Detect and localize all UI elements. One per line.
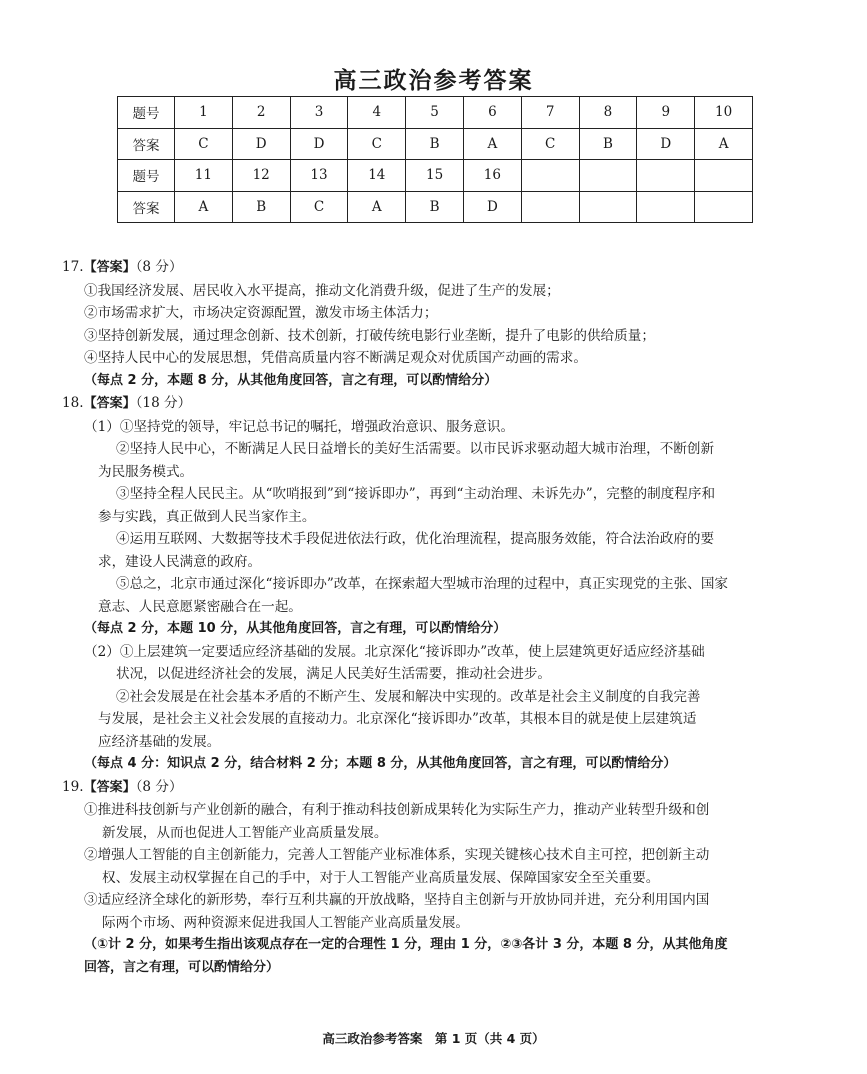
answer-table-row xyxy=(118,128,753,160)
answer-table-cell: B xyxy=(406,128,464,160)
q19-item-2-line2: 权、发展主动权掌握在自己的手中，对于人工智能产业高质量发展、保障国家安全至关重要。 xyxy=(102,869,660,886)
answer-table-cell: 16 xyxy=(463,160,521,192)
answer-table-cell: 14 xyxy=(348,160,406,192)
answer-table-cell: 11 xyxy=(175,160,233,192)
q19-item-3-line1: ③适应经济全球化的新形势，奉行互利共赢的开放战略，坚持自主创新与开放协同并进，充分利用国内国 xyxy=(84,892,710,908)
question-18-score: （18 分） xyxy=(135,395,192,411)
q18-part2-item-1-line1: ①上层建筑一定要适应经济基础的发展。北京深化“接诉即办”改革，使上层建筑更好适应经济基础 xyxy=(119,643,705,660)
answer-table-cell xyxy=(637,191,695,223)
question-17-number: 17. xyxy=(62,259,84,275)
q19-item-3-line2: 际两个市场、两种资源来促进我国人工智能产业高质量发展。 xyxy=(102,914,470,931)
answer-table-cell xyxy=(521,191,579,223)
answer-table-cell: 12 xyxy=(232,160,290,192)
q18-part1-item-2-line2: 为民服务模式。 xyxy=(98,463,194,480)
answer-table-cell: 1 xyxy=(175,97,233,129)
question-17-score: （8 分） xyxy=(135,259,183,275)
answer-table-cell: 7 xyxy=(521,97,579,129)
answer-table-cell: B xyxy=(406,191,464,223)
question-17-header xyxy=(62,256,822,280)
answer-table-cell: 13 xyxy=(290,160,348,192)
q18-part2-item-2-line2: 与发展，是社会主义社会发展的直接动力。北京深化“接诉即办”改革，其根本目的就是使上层建筑适 xyxy=(98,711,697,727)
answer-content xyxy=(62,256,822,979)
q18-part1-item-2 xyxy=(98,438,822,483)
q18-part1-prefix: （1） xyxy=(84,418,120,435)
answer-table-cell: D xyxy=(463,191,521,223)
q19-item-2-line1: ②增强人工智能的自主创新能力，完善人工智能产业标准体系，实现关键核心技术自主可控，把创新主动 xyxy=(84,847,710,863)
answer-table-cell: 5 xyxy=(406,97,464,129)
answer-table-cell: A xyxy=(348,191,406,223)
q19-scoring-note xyxy=(84,934,822,979)
q18-part1-first xyxy=(84,416,822,439)
answer-table-cell: B xyxy=(579,128,637,160)
answer-table-cell xyxy=(637,160,695,192)
answer-table-row-label: 题号 xyxy=(118,97,175,129)
answer-table-cell: D xyxy=(290,128,348,160)
q18-part1-item-3-line2: 参与实践，真正做到人民当家作主。 xyxy=(98,508,316,525)
answer-table-row xyxy=(118,160,753,192)
answer-table-cell: A xyxy=(463,128,521,160)
question-18-tag: 【答案】 xyxy=(83,396,136,411)
q17-item-3: ③坚持创新发展，通过理念创新、技术创新，打破传统电影行业垄断，提升了电影的供给质量； xyxy=(84,327,655,344)
q18-part2-item-2 xyxy=(98,686,822,754)
answer-table-cell: 9 xyxy=(637,97,695,129)
answer-table-cell: C xyxy=(175,128,233,160)
page-footer: 高三政治参考答案 第 1 页（共 4 页） xyxy=(322,1031,545,1046)
answer-table-cell: 6 xyxy=(463,97,521,129)
page-title: 高三政治参考答案 xyxy=(333,68,534,94)
question-17 xyxy=(62,256,822,392)
q19-item-2 xyxy=(84,844,822,889)
q17-item-2: ②市场需求扩大，市场决定资源配置，激发市场主体活力； xyxy=(84,305,438,321)
question-19-score: （8 分） xyxy=(135,778,183,795)
q18-part1-item-4-line2: 求，建设人民满意的政府。 xyxy=(98,553,262,570)
question-19-header xyxy=(62,776,822,800)
q18-part1-item-5-line1: ⑤总之，北京市通过深化“接诉即办”改革，在探索超大型城市治理的过程中，真正实现党的主张、国家 xyxy=(116,576,729,592)
answer-table-cell xyxy=(579,191,637,223)
answer-table-cell: 2 xyxy=(232,97,290,129)
q18-part1-item-4-line1: ④运用互联网、大数据等技术手段促进依法行政，优化治理流程，提高服务效能，符合法治政府的要 xyxy=(116,531,715,547)
q17-item-1: ①我国经济发展、居民收入水平提高，推动文化消费升级，促进了生产的发展； xyxy=(84,282,560,299)
answer-table-row-label: 答案 xyxy=(118,191,175,223)
answer-table-cell xyxy=(521,160,579,192)
q17-item-4: ④坚持人民中心的发展思想，凭借高质量内容不断满足观众对优质国产动画的需求。 xyxy=(84,350,587,366)
question-19 xyxy=(62,776,822,980)
answer-table-cell xyxy=(579,160,637,192)
answer-table-cell: C xyxy=(290,191,348,223)
q18-part1-item-3-line1: ③坚持全程人民民主。从“吹哨报到”到“接诉即办”，再到“主动治理、未诉先办”，完整的制度程序和 xyxy=(116,486,716,502)
q18-part1-item-5-line2: 意志、人民意愿紧密融合在一起。 xyxy=(98,598,302,615)
q17-scoring-note: （每点 2 分，本题 8 分，从其他角度回答，言之有理，可以酌情给分） xyxy=(84,372,498,388)
question-19-tag: 【答案】 xyxy=(83,779,136,795)
answer-table-row xyxy=(118,97,753,129)
answer-table-cell: 10 xyxy=(695,97,753,129)
answer-table-cell: D xyxy=(232,128,290,160)
q18-part1-item-3 xyxy=(98,483,822,528)
q19-scoring-note-line1: （①计 2 分，如果考生指出该观点存在一定的合理性 1 分，理由 1 分，②③各计 3 分，本题 8 分，从其他角度 xyxy=(84,937,728,952)
answer-table-cell: C xyxy=(348,128,406,160)
answer-table-cell: A xyxy=(695,128,753,160)
question-17-tag: 【答案】 xyxy=(83,260,136,275)
answer-table-cell: 8 xyxy=(579,97,637,129)
q18-part2-item-2-line1: ②社会发展是在社会基本矛盾的不断产生、发展和解决中实现的。改革是社会主义制度的自我完善 xyxy=(116,688,701,705)
q19-item-1 xyxy=(84,799,822,844)
answer-table-row xyxy=(118,191,753,223)
answer-table xyxy=(117,96,753,223)
answer-table-cell: B xyxy=(232,191,290,223)
answer-table-cell: C xyxy=(521,128,579,160)
question-19-number: 19. xyxy=(62,778,84,795)
question-18-header xyxy=(62,392,822,416)
answer-table-cell xyxy=(695,160,753,192)
q18-part2-item-1-line2: 状况，以促进经济社会的发展，满足人民美好生活需要，推动社会进步。 xyxy=(116,666,551,682)
question-18 xyxy=(62,392,822,776)
q18-part2-item-2-line3: 应经济基础的发展。 xyxy=(98,733,221,750)
q18-part1-item-5 xyxy=(98,573,822,618)
answer-table-cell: D xyxy=(637,128,695,160)
answer-table-cell: 4 xyxy=(348,97,406,129)
q18-part1-item-4 xyxy=(98,528,822,573)
answer-table-row-label: 答案 xyxy=(118,128,175,160)
q18-part1-item-1: ①坚持党的领导，牢记总书记的嘱托，增强政治意识、服务意识。 xyxy=(119,418,515,435)
q19-scoring-note-line2: 回答，言之有理，可以酌情给分） xyxy=(84,959,280,975)
question-18-number: 18. xyxy=(62,395,84,411)
q18-part2-first xyxy=(84,641,822,664)
answer-table-cell: A xyxy=(175,191,233,223)
q18-scoring-note-1: （每点 2 分，本题 10 分，从其他角度回答，言之有理，可以酌情给分） xyxy=(84,621,507,636)
q18-part2-prefix: （2） xyxy=(84,643,120,660)
answer-table-row-label: 题号 xyxy=(118,160,175,192)
q18-part1-item-2-line1: ②坚持人民中心，不断满足人民日益增长的美好生活需要。以市民诉求驱动超大城市治理，不断创新 xyxy=(116,441,715,457)
q19-item-1-line1: ①推进科技创新与产业创新的融合，有利于推动科技创新成果转化为实际生产力，推动产业转型升级和创 xyxy=(84,802,710,818)
q19-item-1-line2: 新发展，从而也促进人工智能产业高质量发展。 xyxy=(102,824,388,841)
answer-table-cell xyxy=(695,191,753,223)
answer-table-cell: 15 xyxy=(406,160,464,192)
answer-table-cell: 3 xyxy=(290,97,348,129)
q18-scoring-note-2: （每点 4 分：知识点 2 分，结合材料 2 分；本题 8 分，从其他角度回答，言之有理，可以酌情给分） xyxy=(84,756,677,771)
q19-item-3 xyxy=(84,889,822,934)
